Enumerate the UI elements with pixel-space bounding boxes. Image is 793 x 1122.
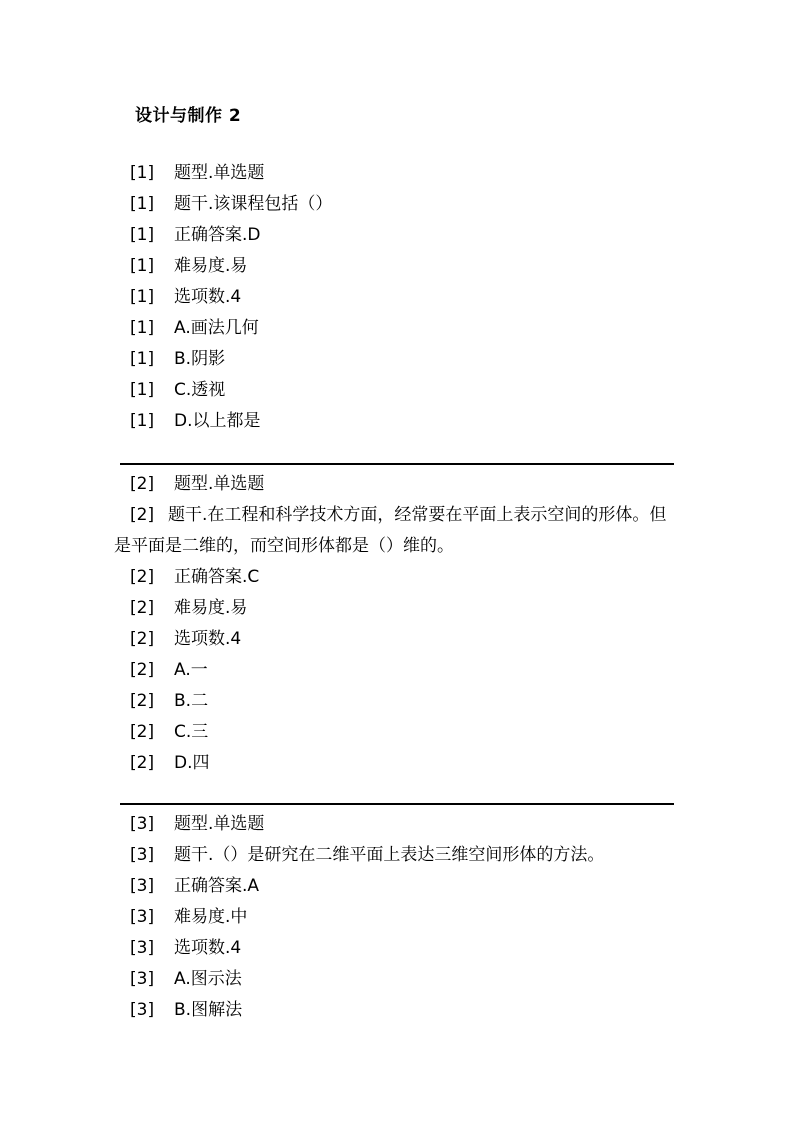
question-3 — [120, 803, 674, 1026]
q1-line: [1] B.阴影 — [130, 349, 226, 369]
q2-line: [2] C.三 — [130, 722, 209, 742]
q1-line: [1] 正确答案.D — [130, 225, 261, 245]
q2-line: [2] A.一 — [130, 660, 208, 680]
q3-line: [3] 选项数.4 — [130, 938, 242, 958]
q1-line: [1] 选项数.4 — [130, 287, 242, 307]
q3-line: [3] 题型.单选题 — [130, 814, 265, 834]
q3-line: [3] 题干.（）是研究在二维平面上表达三维空间形体的方法。 — [130, 845, 605, 865]
question-2 — [114, 463, 674, 779]
q1-line: [1] 难易度.易 — [130, 256, 248, 276]
q2-line: [2] 题型.单选题 — [130, 474, 265, 494]
divider — [120, 463, 674, 465]
q2-line: [2] B.二 — [130, 691, 209, 711]
q2-line: [2] 正确答案.C — [130, 567, 260, 587]
q2-line: [2] 难易度.易 — [130, 598, 248, 618]
q3-line: [3] 难易度.中 — [130, 907, 248, 927]
q1-line: [1] 题干.该课程包括（） — [130, 194, 333, 214]
q2-line: [2] 选项数.4 — [130, 629, 242, 649]
q3-line: [3] 正确答案.A — [130, 876, 260, 896]
q1-line: [1] 题型.单选题 — [130, 163, 265, 183]
q1-line: [1] D.以上都是 — [130, 411, 261, 431]
q3-line: [3] B.图解法 — [130, 1000, 243, 1020]
q2-stem: [2] 题干.在工程和科学技术方面，经常要在平面上表示空间的形体。但是平面是二维的，而空间形体都是（）维的。 — [114, 505, 667, 556]
q2-line: [2] D.四 — [130, 753, 210, 773]
q1-line: [1] A.画法几何 — [130, 318, 259, 338]
question-1 — [120, 158, 674, 437]
q3-line: [3] A.图示法 — [130, 969, 242, 989]
q1-line: [1] C.透视 — [130, 380, 226, 400]
divider — [120, 803, 674, 805]
document-title: 设计与制作 2 — [135, 106, 242, 126]
